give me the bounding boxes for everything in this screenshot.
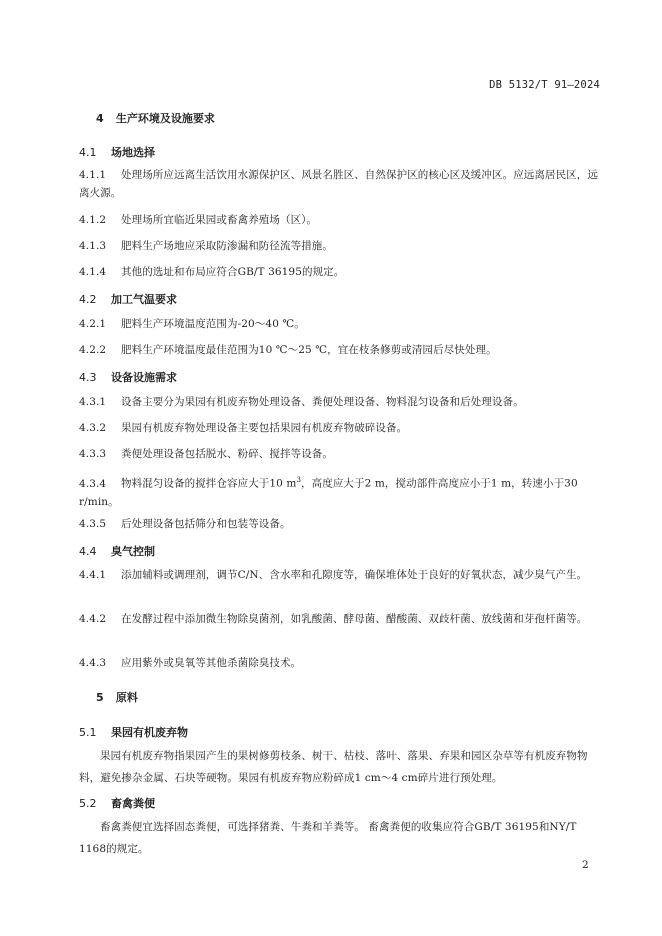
document-id-header: DB 5132/T 91—2024 bbox=[489, 79, 600, 91]
clause-4-3-5 bbox=[79, 515, 601, 533]
clause-4-4-3 bbox=[79, 654, 601, 672]
clause-number: 4.3.3 bbox=[79, 448, 107, 460]
section-title: 场地选择 bbox=[111, 146, 155, 159]
clause-text: 粪便处理设备包括脱水、粉碎、搅拌等设备。 bbox=[121, 448, 333, 460]
section-number: 4.4 bbox=[79, 545, 97, 558]
clause-4-3-2 bbox=[79, 419, 601, 437]
clause-number: 4.3.1 bbox=[79, 396, 107, 408]
chapter-number: 5 bbox=[96, 691, 104, 704]
clause-text: 肥料生产环境温度最佳范围为10 ℃～25 ℃，宜在枝条修剪或清园后尽快处理。 bbox=[121, 344, 497, 356]
section-number: 5.2 bbox=[79, 797, 97, 810]
clause-number: 4.3.2 bbox=[79, 422, 107, 434]
clause-4-1-2 bbox=[79, 211, 601, 229]
clause-4-3-4 bbox=[79, 471, 601, 511]
clause-number: 4.4.1 bbox=[79, 569, 107, 581]
clause-text: 设备主要分为果园有机废弃物处理设备、粪便处理设备、物料混匀设备和后处理设备。 bbox=[121, 396, 524, 408]
section-number: 4.2 bbox=[79, 293, 97, 306]
clause-4-2-1 bbox=[79, 315, 601, 333]
clause-4-1-4 bbox=[79, 263, 601, 281]
clause-4-1-3 bbox=[79, 237, 601, 255]
clause-number: 4.4.2 bbox=[79, 613, 107, 625]
chapter-number: 4 bbox=[96, 112, 104, 125]
clause-number: 4.2.2 bbox=[79, 344, 107, 356]
clause-number: 4.4.3 bbox=[79, 657, 107, 669]
superscript: 3 bbox=[296, 476, 302, 484]
clause-number: 4.3.5 bbox=[79, 518, 107, 530]
section-4-1-heading bbox=[79, 144, 155, 160]
page-number: 2 bbox=[582, 859, 589, 871]
clause-number: 4.3.4 bbox=[79, 477, 107, 490]
clause-text: 处理场所宜临近果园或畜禽养殖场（区）。 bbox=[121, 214, 318, 226]
clause-number: 4.2.1 bbox=[79, 318, 107, 330]
clause-4-3-1 bbox=[79, 393, 601, 411]
clause-4-3-3 bbox=[79, 445, 601, 463]
clause-4-2-2 bbox=[79, 341, 601, 359]
clause-text: 果园有机废弃物处理设备主要包括果园有机废弃物破碎设备。 bbox=[121, 422, 408, 434]
clause-text: 处理场所应远离生活饮用水源保护区、风景名胜区、自然保护区的核心区及缓冲区。应远离居民区，远离火源。 bbox=[79, 169, 598, 199]
section-4-2-heading bbox=[79, 291, 177, 307]
clause-number: 4.1.3 bbox=[79, 240, 107, 252]
clause-text-continued: ，高度应大于2 m，搅动部件高度应小于1 m，转速小于30 r/min。 bbox=[79, 477, 578, 508]
section-5-2-heading bbox=[79, 795, 155, 811]
section-5-2-paragraph: 畜禽粪便宜选择固态粪便，可选择猪粪、牛粪和羊粪等。 畜禽粪便的收集应符合GB/T 36195和NY/T 1168的规定。 bbox=[79, 821, 577, 855]
section-4-3-heading bbox=[79, 369, 177, 385]
clause-number: 4.1.4 bbox=[79, 266, 107, 278]
section-5-1-paragraph: 果园有机废弃物指果园产生的果树修剪枝条、树干、枯枝、落叶、落果、弃果和园区杂草等有机废弃物物料，避免掺杂金属、石块等硬物。果园有机废弃物应粉碎成1 cm～4 cm碎片进行预处理。 bbox=[79, 750, 588, 784]
clause-text: 肥料生产场地应采取防渗漏和防径流等措施。 bbox=[121, 240, 333, 252]
section-title: 果园有机废弃物 bbox=[111, 726, 188, 739]
section-4-4-heading bbox=[79, 543, 155, 559]
clause-text: 添加辅料或调理剂，调节C/N、含水率和孔隙度等，确保堆体处于良好的好氧状态，减少臭气产生。 bbox=[121, 569, 588, 581]
clause-text: 物料混匀设备的搅拌仓容应大于10 m bbox=[121, 477, 297, 490]
chapter-4-heading bbox=[96, 110, 215, 126]
section-number: 4.3 bbox=[79, 371, 97, 384]
clause-4-1-1 bbox=[79, 166, 601, 202]
section-title: 加工气温要求 bbox=[111, 293, 177, 306]
clause-text: 其他的选址和布局应符合GB/T 36195的规定。 bbox=[121, 266, 345, 278]
chapter-title: 原料 bbox=[115, 691, 138, 704]
chapter-5-heading bbox=[96, 689, 138, 705]
clause-4-4-1 bbox=[79, 566, 601, 584]
section-number: 5.1 bbox=[79, 726, 97, 739]
section-title: 设备设施需求 bbox=[111, 371, 177, 384]
clause-number: 4.1.1 bbox=[79, 169, 107, 181]
section-5-1-heading bbox=[79, 724, 188, 740]
clause-text: 在发酵过程中添加微生物除臭菌剂，如乳酸菌、酵母菌、醋酸菌、双歧杆菌、放线菌和芽孢杆菌等。 bbox=[121, 613, 588, 625]
clause-4-4-2 bbox=[79, 610, 601, 628]
clause-text: 应用紫外或臭氧等其他杀菌除臭技术。 bbox=[121, 657, 302, 669]
section-title: 畜禽粪便 bbox=[111, 797, 155, 810]
section-number: 4.1 bbox=[79, 146, 97, 159]
section-title: 臭气控制 bbox=[111, 545, 155, 558]
clause-number: 4.1.2 bbox=[79, 214, 107, 226]
chapter-title: 生产环境及设施要求 bbox=[115, 112, 215, 125]
clause-text: 后处理设备包括筛分和包装等设备。 bbox=[121, 518, 291, 530]
clause-text: 肥料生产环境温度范围为-20～40 ℃。 bbox=[121, 318, 305, 330]
